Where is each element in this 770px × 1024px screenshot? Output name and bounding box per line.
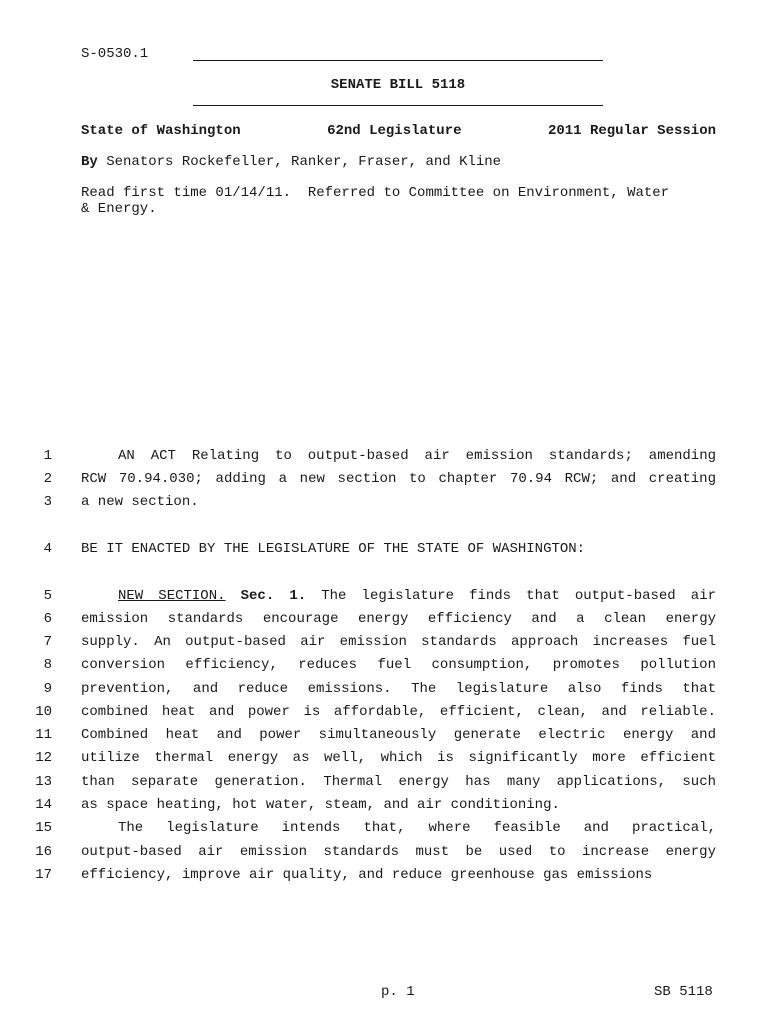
body-line: than separate generation. Thermal energy has many applications, such xyxy=(81,774,716,790)
header-rule-bottom xyxy=(193,105,603,106)
body-line: efficiency, improve air quality, and reduce greenhouse gas emissions xyxy=(81,867,653,883)
line-number: 8 xyxy=(43,657,52,673)
page-number: p. 1 xyxy=(381,984,415,1000)
section-1-start xyxy=(81,588,716,604)
line-number: 3 xyxy=(43,494,52,510)
line-number: 7 xyxy=(43,634,52,650)
section-number: Sec. 1. xyxy=(240,588,307,604)
body-line: combined heat and power is affordable, efficient, clean, and reliable. xyxy=(81,704,716,720)
line-number: 13 xyxy=(35,774,52,790)
line-number: 12 xyxy=(35,750,52,766)
sponsors-names: Senators Rockefeller, Ranker, Fraser, and Kline xyxy=(106,154,502,170)
line-number: 5 xyxy=(43,588,52,604)
read-first-line-1: Read first time 01/14/11. Referred to Committee on Environment, Water xyxy=(81,185,670,201)
body-line: as space heating, hot water, steam, and air conditioning. xyxy=(81,797,560,813)
enacting-clause: BE IT ENACTED BY THE LEGISLATURE OF THE STATE OF WASHINGTON: xyxy=(81,541,586,557)
section-text: The legislature finds that output-based air xyxy=(321,588,716,604)
body-line: supply. An output-based air emission standards approach increases fuel xyxy=(81,634,716,650)
footer-bill-id: SB 5118 xyxy=(654,984,713,1000)
line-number: 17 xyxy=(35,867,52,883)
body-line: The legislature intends that, where feasible and practical, xyxy=(118,820,716,836)
body-line: AN ACT Relating to output-based air emission standards; amending xyxy=(118,448,716,464)
sponsors-by: By xyxy=(81,154,98,170)
document-id: S-0530.1 xyxy=(81,46,149,62)
body-line: Combined heat and power simultaneously generate electric energy and xyxy=(81,727,716,743)
body-line: RCW 70.94.030; adding a new section to chapter 70.94 RCW; and creating xyxy=(81,471,716,487)
body-line: output-based air emission standards must be used to increase energy xyxy=(81,844,716,860)
line-number: 1 xyxy=(43,448,52,464)
new-section-label: NEW SECTION. xyxy=(118,588,226,604)
body-line: emission standards encourage energy efficiency and a clean energy xyxy=(81,611,716,627)
body-line: conversion efficiency, reduces fuel consumption, promotes pollution xyxy=(81,657,716,673)
session-header xyxy=(81,123,716,139)
body-line: prevention, and reduce emissions. The legislature also finds that xyxy=(81,681,716,697)
read-first-line-2: & Energy. xyxy=(81,201,157,217)
line-number: 16 xyxy=(35,844,52,860)
line-number: 11 xyxy=(35,727,52,743)
header-rule-top xyxy=(193,60,603,61)
line-number: 14 xyxy=(35,797,52,813)
state-label: State of Washington xyxy=(81,123,241,139)
sponsors xyxy=(81,154,501,170)
line-number: 15 xyxy=(35,820,52,836)
line-number: 6 xyxy=(43,611,52,627)
line-number: 9 xyxy=(43,681,52,697)
line-number: 10 xyxy=(35,704,52,720)
line-number: 4 xyxy=(43,541,52,557)
legislature-label: 62nd Legislature xyxy=(327,123,462,139)
body-line: utilize thermal energy as well, which is significantly more efficient xyxy=(81,750,716,766)
session-label: 2011 Regular Session xyxy=(547,123,716,139)
bill-title: SENATE BILL 5118 xyxy=(330,77,466,93)
body-line: a new section. xyxy=(81,494,199,510)
line-number: 2 xyxy=(43,471,52,487)
